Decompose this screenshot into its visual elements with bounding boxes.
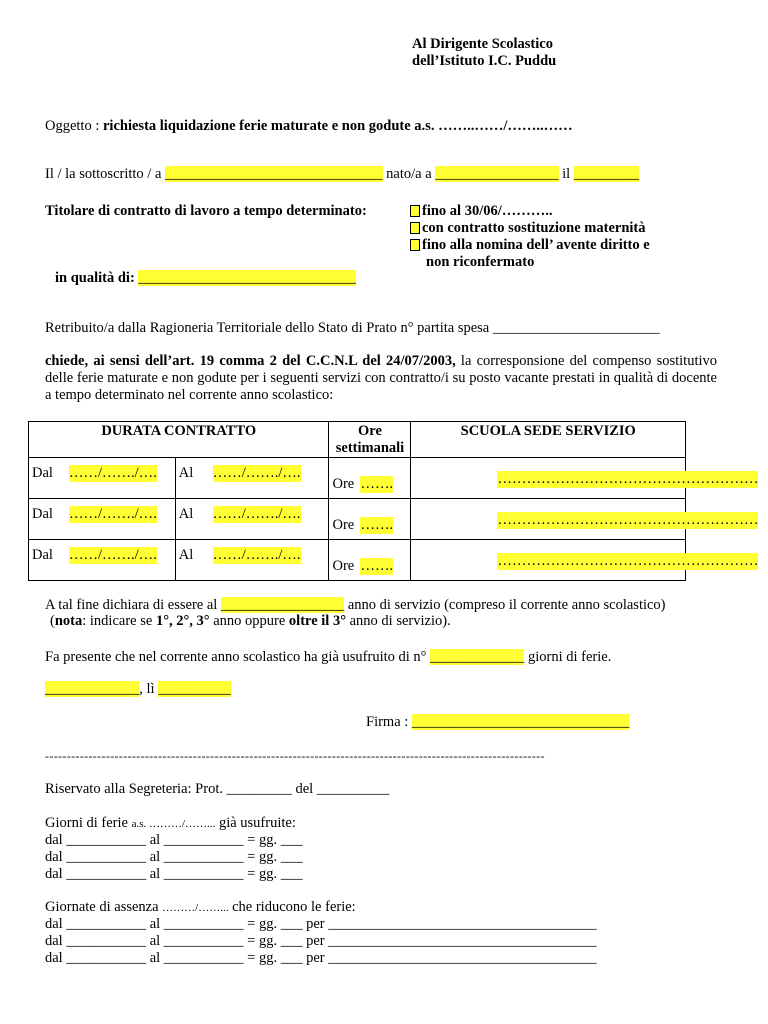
table-row: Dal ……/……./…. Al ……/……./…. Ore ……. ……………………………………………… <box>29 499 686 540</box>
holidays-taken-row[interactable]: dal ___________ al ___________ = gg. ___ <box>45 849 303 865</box>
birthdate-label: il <box>562 166 571 182</box>
hours-field[interactable]: ……. <box>360 517 394 533</box>
holidays-taken-heading: Giorni di ferie a.s. ………/……... già usufruite: <box>45 815 296 831</box>
to-date-field[interactable]: ……/……./…. <box>212 506 301 522</box>
holidays-used-line: Fa presente che nel corrente anno scolastico ha già usufruito di n° _____________ giorni di ferie. <box>45 649 612 665</box>
role-label: in qualità di: <box>55 270 135 286</box>
contract-option-3[interactable]: fino alla nomina dell’ avente diritto e <box>410 237 650 254</box>
born-label: nato/a a <box>386 166 432 182</box>
subject-text: richiesta liquidazione ferie maturate e non godute a.s. ……..……/……..…… <box>103 118 573 134</box>
checkbox-icon[interactable] <box>410 239 420 251</box>
date-field[interactable]: __________ <box>158 681 231 697</box>
recipient-line-1: Al Dirigente Scolastico <box>412 36 553 52</box>
table-header-row <box>29 422 686 458</box>
hours-field[interactable]: ……. <box>360 476 394 492</box>
hours-field[interactable]: ……. <box>360 558 394 574</box>
place-field[interactable]: _____________ <box>45 681 140 697</box>
signature-line <box>366 714 629 731</box>
service-year-line: A tal fine dichiara di essere al _________________ anno di servizio (compreso il corrente anno scolastico) <box>45 597 666 613</box>
header-weekly-hours: Ore settimanali <box>329 422 411 458</box>
signature-field[interactable]: ______________________________ <box>411 714 630 730</box>
request-text: la corresponsione del compenso sostitutivo delle ferie maturate e non godute per i seguenti servizi con contratto/i su posto vacante prestati in qualità di docente a tempo determinato nel corrente anno scolastico: <box>45 353 718 403</box>
table-row: Dal ……/……./…. Al ……/……./…. Ore ……. ……………………………………………… <box>29 540 686 581</box>
service-year-note: (nota: indicare se 1°, 2°, 3° anno oppure oltre il 3° anno di servizio). <box>50 613 451 629</box>
absence-row[interactable]: dal ___________ al ___________ = gg. ___ per _____________________________________ <box>45 916 597 932</box>
office-reserved-line: Riservato alla Segreteria: Prot. _________ del __________ <box>45 781 390 797</box>
checkbox-icon[interactable] <box>410 205 420 217</box>
contract-holder-label: Titolare di contratto di lavoro a tempo determinato: <box>45 203 367 219</box>
request-paragraph <box>45 353 717 404</box>
role-field[interactable]: ______________________________ <box>138 270 356 286</box>
from-date-field[interactable]: ……/……./…. <box>69 465 157 481</box>
birthplace-field[interactable]: _________________ <box>435 166 559 182</box>
contract-option-3-continuation: non riconfermato <box>426 254 535 270</box>
to-date-field[interactable]: ……/……./…. <box>212 547 301 563</box>
absence-row[interactable]: dal ___________ al ___________ = gg. ___ per _____________________________________ <box>45 950 597 966</box>
holidays-taken-row[interactable]: dal ___________ al ___________ = gg. ___ <box>45 832 303 848</box>
subject-line <box>45 118 573 135</box>
table-row: Dal ……/……./…. Al ……/……./…. Ore ……. ……………………………………………… <box>29 458 686 499</box>
absences-heading: Giornate di assenza ………/……... che riducono le ferie: <box>45 899 356 915</box>
service-year-field[interactable]: _________________ <box>220 597 345 613</box>
contracts-table <box>28 421 759 581</box>
checkbox-icon[interactable] <box>410 222 420 234</box>
paid-by-line: Retribuito/a dalla Ragioneria Territoriale dello Stato di Prato n° partita spesa _______________________ <box>45 320 660 336</box>
undersigned-label: Il / la sottoscritto / a <box>45 166 162 182</box>
from-date-field[interactable]: ……/……./…. <box>69 547 157 563</box>
school-field[interactable]: ……………………………………………… <box>497 512 759 528</box>
holidays-taken-row[interactable]: dal ___________ al ___________ = gg. ___ <box>45 866 303 882</box>
role-line <box>55 270 356 287</box>
to-date-field[interactable]: ……/……./…. <box>212 465 301 481</box>
birthdate-field[interactable]: _________ <box>573 166 640 182</box>
section-divider: ------------------------------------------------------------------------------------------------------------------- <box>45 749 545 763</box>
header-contract-duration: DURATA CONTRATTO <box>29 422 329 458</box>
header-school: SCUOLA SEDE SERVIZIO <box>411 422 686 458</box>
contract-option-1[interactable]: fino al 30/06/……….. <box>410 203 553 220</box>
subject-label: Oggetto : <box>45 118 100 134</box>
undersigned-name-field[interactable]: ______________________________ <box>165 166 383 182</box>
request-bold: chiede, ai sensi dell’art. 19 comma 2 del C.C.N.L del 24/07/2003, <box>45 353 456 369</box>
recipient-line-2: dell’Istituto I.C. Puddu <box>412 53 557 69</box>
place-date-line: _____________, lì __________ <box>45 681 231 697</box>
school-field[interactable]: ……………………………………………… <box>497 553 759 569</box>
from-date-field[interactable]: ……/……./…. <box>69 506 157 522</box>
contract-option-2[interactable]: con contratto sostituzione maternità <box>410 220 646 237</box>
absence-row[interactable]: dal ___________ al ___________ = gg. ___ per _____________________________________ <box>45 933 597 949</box>
signature-label: Firma : <box>366 714 409 730</box>
holidays-used-field[interactable]: _____________ <box>430 649 525 665</box>
undersigned-line <box>45 166 639 183</box>
school-field[interactable]: ……………………………………………… <box>497 471 759 487</box>
